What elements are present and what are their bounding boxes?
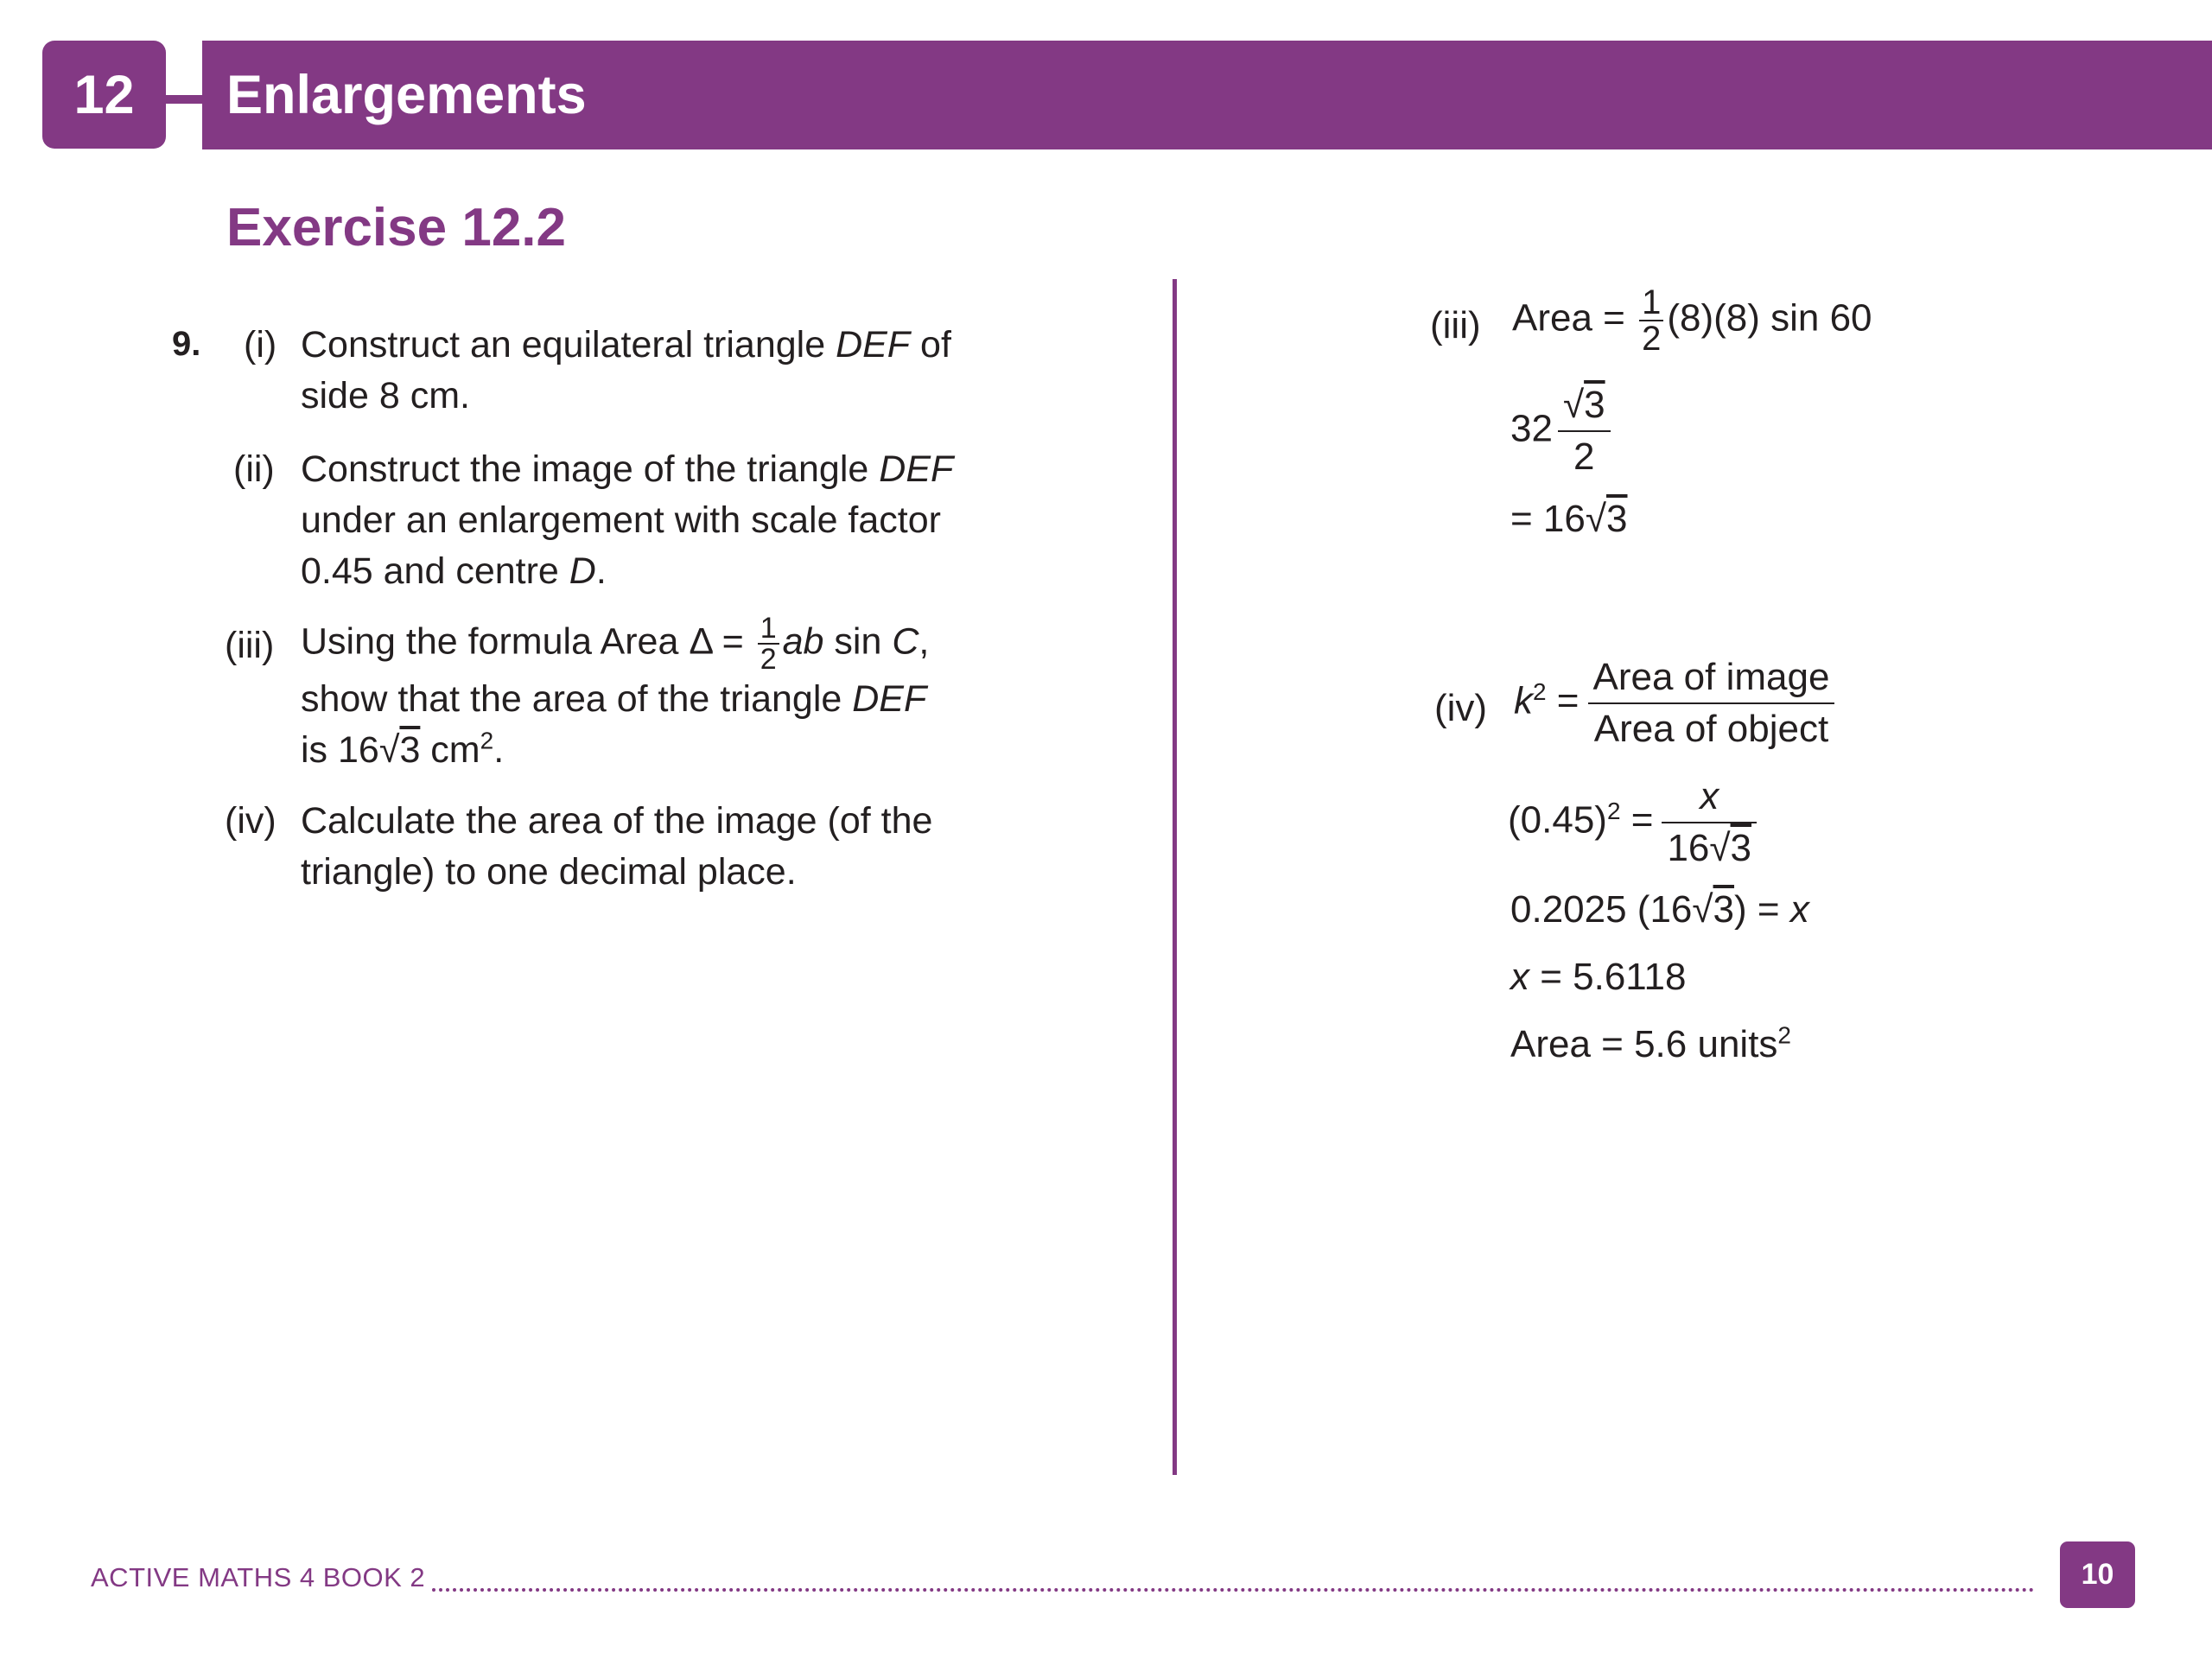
ratio-numerator: Area of image <box>1588 652 1835 704</box>
question-part-label: (iii) <box>225 625 275 666</box>
ratio-denominator: Area of object <box>1593 708 1829 750</box>
page-number-badge: 10 <box>2060 1541 2135 1608</box>
answer-iii-line3: = 16√3 <box>1510 498 1628 540</box>
exercise-title: Exercise 12.2 <box>226 198 567 257</box>
chapter-header-connector <box>164 95 203 104</box>
answer-iv-line4: x = 5.6118 <box>1510 956 1687 998</box>
chapter-title: Enlargements <box>226 65 587 125</box>
question-part-iii: Using the formula Area Δ = $\frac{1}{2}$ ab sin C, show that the area of the triangle DEF is 16√3 $cm^2$. <box>301 612 930 771</box>
answer-iv-line2: $(0.45)^2$ = $\frac{x}{16√3}$ <box>1508 772 1762 874</box>
answer-label-iv: (iv) <box>1434 687 1488 729</box>
column-divider <box>1173 279 1177 1475</box>
answer-iii-line2: 32 $\frac{√3}{2}$ <box>1510 380 1616 482</box>
question-part-label: (i) <box>244 324 277 365</box>
chapter-title-bar <box>202 41 2212 149</box>
question-part-label: (ii) <box>233 448 275 490</box>
answer-iv-line5: Area = 5.6 units$^2$ <box>1510 1021 1791 1065</box>
footer-book-title: ACTIVE MATHS 4 BOOK 2 <box>91 1562 426 1592</box>
answer-iii-line1: Area = $\frac{1}{2}$ (8)(8) sin 60 <box>1512 283 1872 358</box>
question-part-ii: Construct the image of the triangle DEF under an enlargement with scale factor 0.45 and centre D. <box>301 448 954 592</box>
answer-iv-line1: $k^2$ = Area of image Area of object <box>1514 652 1840 754</box>
footer-dotted-rule <box>432 1588 2035 1592</box>
question-part-iv: Calculate the area of the image (of the triangle) to one decimal place. <box>301 800 933 893</box>
answer-label-iii: (iii) <box>1430 304 1481 346</box>
question-part-label: (iv) <box>225 800 276 842</box>
answer-iv-line3: 0.2025 (16√3) = x <box>1510 888 1809 931</box>
question-number: 9. <box>172 325 201 363</box>
chapter-number-badge: 12 <box>42 41 166 149</box>
question-part-i: Construct an equilateral triangle DEF of side 8 cm. <box>301 324 951 416</box>
